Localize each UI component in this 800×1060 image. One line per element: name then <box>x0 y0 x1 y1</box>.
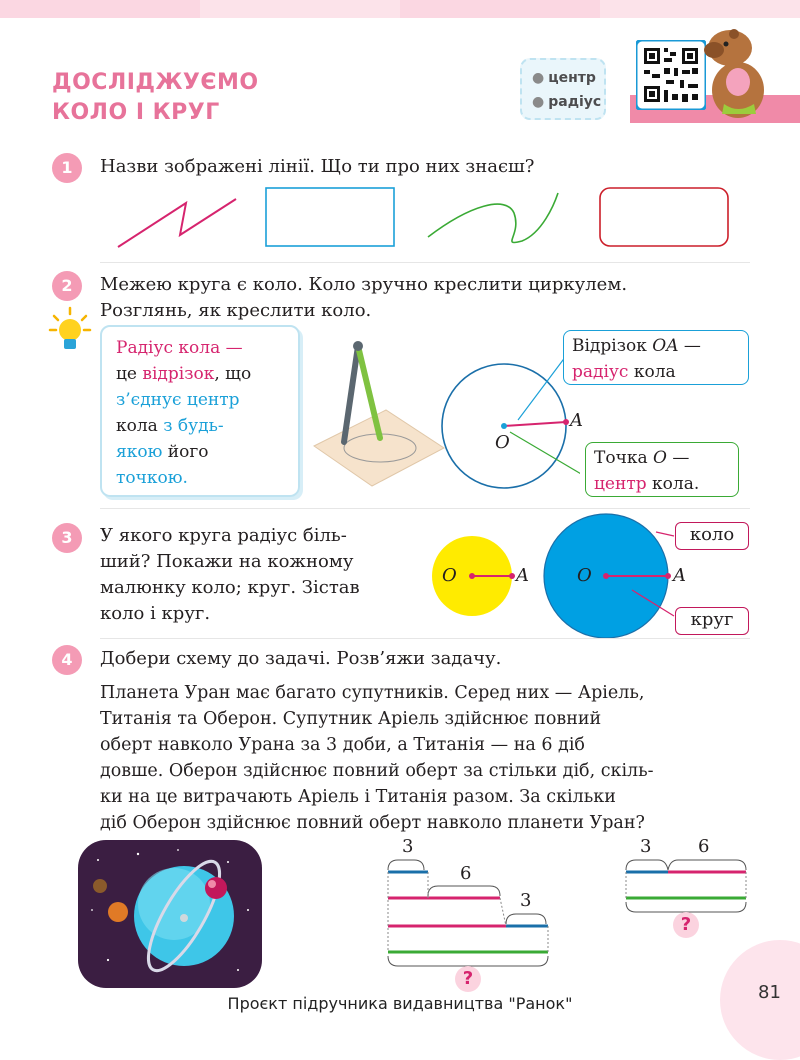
task-number-badge: 2 <box>52 271 82 301</box>
keyword-label: центр <box>548 70 596 86</box>
scheme2-label-a: 3 <box>640 836 652 857</box>
two-circles-diagram <box>430 512 690 642</box>
scheme2-question: ? <box>673 912 699 938</box>
label-o: O <box>577 565 592 586</box>
compass-drawing-illustration <box>310 338 450 488</box>
keyword-item <box>532 90 604 114</box>
paragraph-line: оберт навколо Урана за 3 доби, а Титанія — на 6 діб <box>100 735 585 755</box>
paragraph-line: Титанія та Оберон. Супутник Аріель здійснює повний <box>100 709 602 729</box>
blue-rectangle <box>266 188 394 246</box>
keyword-item <box>532 66 604 90</box>
radius-segment <box>504 422 566 426</box>
def-text: кола <box>116 416 164 436</box>
def-term: Радіус кола — <box>116 338 243 358</box>
label-o: O <box>495 432 510 453</box>
task-number-badge: 3 <box>52 523 82 553</box>
callout-text: Відрізок <box>572 336 653 356</box>
keyword-label: радіус <box>548 94 602 110</box>
callout-text: кола <box>628 362 676 382</box>
scheme1-label-a: 3 <box>402 836 414 857</box>
def-text: це <box>116 364 143 384</box>
page-title <box>52 68 259 128</box>
task-number-badge: 4 <box>52 645 82 675</box>
task-number-badge: 1 <box>52 153 82 183</box>
callout-term: радіус <box>572 362 629 382</box>
radius-callout <box>563 330 749 385</box>
task3-line: коло і круг. <box>100 603 211 624</box>
task2-line2: Розглянь, як креслити коло. <box>100 300 372 321</box>
callout-text: Точка <box>594 448 653 468</box>
center-point <box>501 423 507 429</box>
def-line <box>116 413 298 439</box>
center-callout <box>585 442 739 497</box>
def-text: його <box>162 442 209 462</box>
top-bar-segment <box>600 0 800 18</box>
qr-code-icon[interactable] <box>636 40 706 110</box>
bullet-icon: ● <box>532 94 545 110</box>
def-term: з будь- <box>163 416 224 436</box>
task4-heading: Добери схему до задачі. Розв’яжи задачу. <box>100 648 502 669</box>
callout-var: OA <box>652 336 679 356</box>
divider <box>100 638 750 639</box>
label-a: A <box>516 565 529 586</box>
keywords-box <box>520 58 606 120</box>
paragraph-line: довше. Оберон здійснює повний оберт за стільки діб, скіль- <box>100 761 654 781</box>
title-line: КОЛО І КРУГ <box>52 100 220 125</box>
task3-line: ший? Покажи на кожному <box>100 551 354 572</box>
task2-line1: Межею круга є коло. Коло зручно креслити циркулем. <box>100 274 628 295</box>
top-bar-segment <box>0 0 200 18</box>
top-bar-segment <box>200 0 400 18</box>
top-bar-segment <box>400 0 600 18</box>
scheme2-label-b: 6 <box>698 836 710 857</box>
red-rounded-rectangle <box>600 188 728 246</box>
def-line <box>116 335 298 361</box>
task3-line: У якого круга радіус біль- <box>100 525 347 546</box>
def-line <box>116 439 298 465</box>
label-o: O <box>442 565 457 586</box>
callout-var: O <box>652 448 667 468</box>
def-term: відрізок <box>142 364 215 384</box>
label-a: A <box>570 410 583 431</box>
def-text: , що <box>214 364 252 384</box>
radius-definition-box <box>100 325 300 497</box>
uranus-illustration <box>78 840 262 988</box>
callout-text: — <box>678 336 701 356</box>
label-a: A <box>673 565 686 586</box>
lines-illustration <box>110 185 750 255</box>
paragraph-line: діб Оберон здійснює повний оберт навколо планети Уран? <box>100 813 645 833</box>
lightbulb-icon <box>48 306 92 352</box>
capybara-mascot-icon <box>700 20 770 120</box>
point-a <box>563 419 569 425</box>
circle-tag: коло <box>675 522 749 550</box>
task4-paragraph <box>100 680 756 836</box>
task3-line: малюнку коло; круг. Зістав <box>100 577 360 598</box>
page-number: 81 <box>758 982 781 1003</box>
footer-text: Проєкт підручника видавництва "Ранок" <box>227 994 573 1013</box>
broken-line <box>118 199 236 247</box>
divider <box>100 508 750 509</box>
circle-diagram <box>440 340 580 490</box>
def-line <box>116 361 298 387</box>
task1-text: Назви зображені лінії. Що ти про них знаєш? <box>100 156 535 177</box>
scheme1-label-c: 3 <box>520 890 532 911</box>
curved-line <box>428 193 558 243</box>
paragraph-line: ки на це витрачають Аріель і Титанія разом. За скільки <box>100 787 616 807</box>
divider <box>100 262 750 263</box>
bullet-icon: ● <box>532 70 545 86</box>
disk-tag: круг <box>675 607 749 635</box>
scheme-2 <box>618 858 758 914</box>
scheme1-question: ? <box>455 966 481 992</box>
paragraph-line: Планета Уран має багато супутників. Серед них — Аріель, <box>100 683 645 703</box>
def-line <box>116 465 298 491</box>
scheme1-label-b: 6 <box>460 863 472 884</box>
callout-term: центр <box>594 474 647 494</box>
callout-text: кола. <box>646 474 700 494</box>
def-term: з’єднує центр <box>116 390 240 410</box>
def-term: якою <box>116 442 163 462</box>
def-term: точкою. <box>116 468 188 488</box>
callout-text: — <box>666 448 690 468</box>
title-line: ДОСЛІДЖУЄМО <box>52 70 259 95</box>
task3-text <box>100 523 420 627</box>
def-line <box>116 387 298 413</box>
